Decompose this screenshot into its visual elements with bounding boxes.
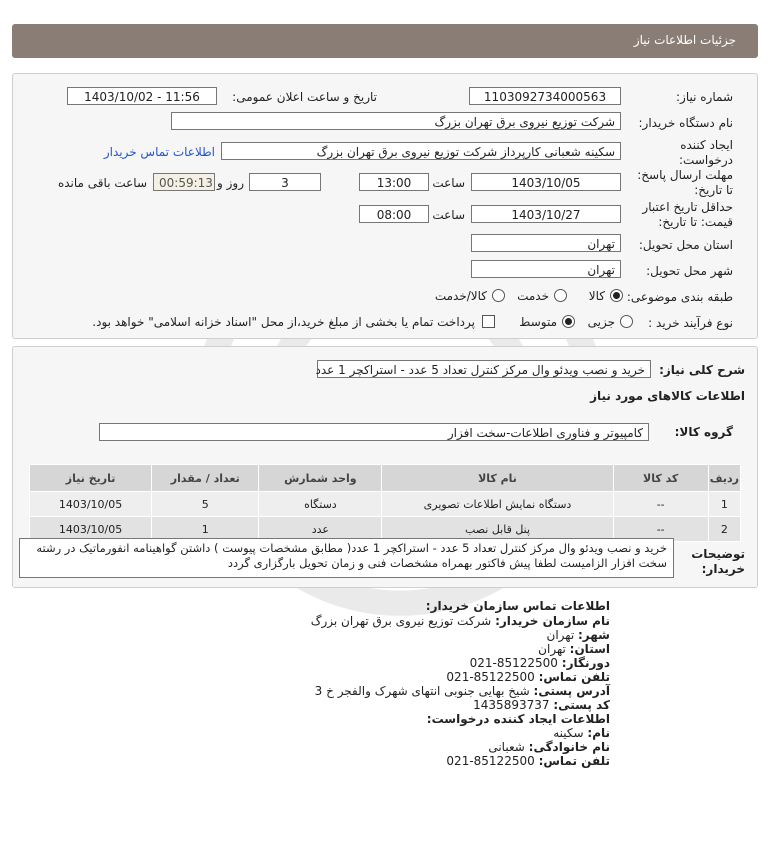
contact-address: آدرس پستی: شیخ بهایی جنوبی انتهای شهرک والفجر خ 3 bbox=[314, 684, 610, 698]
deadline-time-field: 13:00 bbox=[359, 173, 429, 191]
contact-province: استان: تهران bbox=[538, 642, 610, 656]
announce-label: تاریخ و ساعت اعلان عمومی: bbox=[232, 90, 377, 104]
validity-time-field: 08:00 bbox=[359, 205, 429, 223]
creator-name: نام: سکینه bbox=[553, 726, 610, 740]
requester-label: ایجاد کننده bbox=[680, 138, 733, 152]
remaining-label: ساعت باقی مانده bbox=[57, 176, 147, 190]
cell-row: 2 bbox=[708, 517, 740, 542]
goods-group-field: کامپیوتر و فناوری اطلاعات-سخت افزار bbox=[99, 423, 649, 441]
cell-qty: 1 bbox=[152, 517, 259, 542]
contact-title: اطلاعات تماس سازمان خریدار: bbox=[425, 599, 610, 613]
page-header bbox=[12, 24, 758, 58]
cell-date: 1403/10/05 bbox=[30, 517, 152, 542]
cell-qty: 5 bbox=[152, 492, 259, 517]
process-radio-medium[interactable] bbox=[562, 315, 575, 328]
buyer-desc-field: خرید و نصب ویدئو وال مرکز کنترل تعداد 5 عدد - استراکچر 1 عدد( مطابق مشخصات پیوست ) داشتن گواهینامه انفورماتیک در رشته سخت افزار الزامیست لطفا پیش فاکتور بهمراه مشخصات فنی و زمان تحویل بارگزاری گردد bbox=[19, 538, 674, 578]
summary-field: خرید و نصب ویدئو وال مرکز کنترل تعداد 5 عدد - استراکچر 1 عدد bbox=[317, 360, 651, 378]
cell-code: -- bbox=[613, 492, 708, 517]
col-qty: تعداد / مقدار bbox=[152, 465, 259, 492]
buyer-org-label: نام دستگاه خریدار: bbox=[638, 116, 733, 130]
contact-city: شهر: تهران bbox=[546, 628, 610, 642]
category-radio-both[interactable] bbox=[492, 289, 505, 302]
category-label: طبقه بندی موضوعی: bbox=[626, 290, 733, 304]
deadline-label: مهلت ارسال پاسخ: bbox=[637, 168, 733, 182]
countdown-field: 00:59:13 bbox=[153, 173, 215, 191]
cell-name: پنل قابل نصب bbox=[382, 517, 613, 542]
treasury-payment-checkbox[interactable] bbox=[482, 315, 495, 328]
col-unit: واحد شمارش bbox=[259, 465, 382, 492]
buyer-desc-label-2: خریدار: bbox=[701, 562, 745, 576]
treasury-payment-note: پرداخت تمام یا بخشی از مبلغ خرید،از محل "اسناد خزانه اسلامی" خواهد بود. bbox=[92, 315, 475, 329]
contact-postal: کد پستی: 1435893737 bbox=[473, 698, 610, 712]
need-info-panel bbox=[12, 73, 758, 339]
process-option-medium: متوسط bbox=[519, 315, 557, 329]
goods-table bbox=[29, 464, 741, 542]
contact-phone: تلفن تماس: 021-85122500 bbox=[446, 670, 610, 684]
cell-row: 1 bbox=[708, 492, 740, 517]
creator-phone: تلفن تماس: 021-85122500 bbox=[446, 754, 610, 768]
validity-label: حداقل تاریخ اعتبار bbox=[642, 200, 733, 214]
goods-group-label: گروه کالا: bbox=[674, 425, 733, 439]
validity-date-field: 1403/10/27 bbox=[471, 205, 621, 223]
requester-field: سکینه شعبانی کارپرداز شرکت توزیع نیروی برق تهران بزرگ bbox=[221, 142, 621, 160]
deadline-label-2: تا تاریخ: bbox=[694, 183, 733, 197]
buyer-contact-link[interactable]: اطلاعات تماس خریدار bbox=[103, 145, 215, 159]
col-row: ردیف bbox=[708, 465, 740, 492]
process-radio-minor[interactable] bbox=[620, 315, 633, 328]
creator-title: اطلاعات ایجاد کننده درخواست: bbox=[426, 712, 610, 726]
city-field: تهران bbox=[471, 260, 621, 278]
days-field: 3 bbox=[249, 173, 321, 191]
buyer-org-field: شرکت توزیع نیروی برق تهران بزرگ bbox=[171, 112, 621, 130]
contact-fax: دورنگار: 021-85122500 bbox=[469, 656, 610, 670]
cell-code: -- bbox=[613, 517, 708, 542]
province-label: استان محل تحویل: bbox=[638, 238, 733, 252]
contact-org: نام سازمان خریدار: شرکت توزیع نیروی برق تهران بزرگ bbox=[310, 614, 610, 628]
deadline-time-label: ساعت bbox=[432, 176, 465, 190]
goods-table-header bbox=[30, 465, 741, 492]
deadline-date-field: 1403/10/05 bbox=[471, 173, 621, 191]
summary-label: شرح کلی نیاز: bbox=[659, 363, 745, 377]
validity-label-2: قیمت: تا تاریخ: bbox=[658, 215, 733, 229]
process-label: نوع فرآیند خرید : bbox=[648, 316, 733, 330]
need-number-label: شماره نیاز: bbox=[676, 90, 733, 104]
cell-name: دستگاه نمایش اطلاعات تصویری bbox=[382, 492, 613, 517]
category-option-goods: کالا bbox=[588, 289, 605, 303]
announce-field: 1403/10/02 - 11:56 bbox=[67, 87, 217, 105]
category-option-both: کالا/خدمت bbox=[434, 289, 487, 303]
col-name: نام کالا bbox=[382, 465, 613, 492]
category-radio-goods[interactable] bbox=[610, 289, 623, 302]
goods-info-title: اطلاعات کالاهای مورد نیاز bbox=[590, 389, 745, 403]
process-option-minor: جزیی bbox=[587, 315, 615, 329]
province-field: تهران bbox=[471, 234, 621, 252]
table-row bbox=[30, 492, 741, 517]
cell-unit: عدد bbox=[259, 517, 382, 542]
requester-label-2: درخواست: bbox=[679, 153, 733, 167]
need-details-panel bbox=[12, 346, 758, 588]
need-number-field: 1103092734000563 bbox=[469, 87, 621, 105]
validity-time-label: ساعت bbox=[432, 208, 465, 222]
category-radio-service[interactable] bbox=[554, 289, 567, 302]
creator-family: نام خانوادگی: شعبانی bbox=[488, 740, 610, 754]
city-label: شهر محل تحویل: bbox=[646, 264, 733, 278]
category-option-service: خدمت bbox=[517, 289, 549, 303]
buyer-desc-label: توضیحات bbox=[691, 547, 745, 561]
days-label: روز و bbox=[217, 176, 244, 190]
col-date: تاریخ نیاز bbox=[30, 465, 152, 492]
cell-date: 1403/10/05 bbox=[30, 492, 152, 517]
col-code: کد کالا bbox=[613, 465, 708, 492]
page-title: جزئیات اطلاعات نیاز bbox=[633, 33, 736, 47]
cell-unit: دستگاه bbox=[259, 492, 382, 517]
